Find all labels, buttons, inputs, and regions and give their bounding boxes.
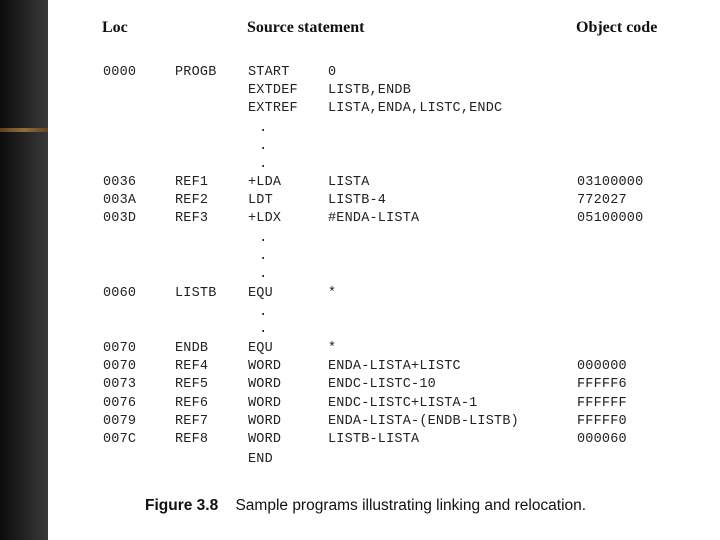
- opcode-cell: WORD: [248, 432, 282, 447]
- label-cell: REF4: [175, 359, 209, 374]
- operand-cell: 0: [328, 65, 337, 80]
- object-code-cell: 03100000: [577, 175, 644, 190]
- loc-cell: 003A: [103, 193, 137, 208]
- opcode-cell: WORD: [248, 414, 282, 429]
- label-cell: REF7: [175, 414, 209, 429]
- loc-cell: 007C: [103, 432, 137, 447]
- opcode-cell: +LDX: [248, 211, 282, 226]
- loc-cell: 0079: [103, 414, 137, 429]
- opcode-cell: LDT: [248, 193, 273, 208]
- label-cell: REF2: [175, 193, 209, 208]
- operand-cell: LISTB,ENDB: [328, 83, 412, 98]
- operand-cell: ENDC-LISTC+LISTA-1: [328, 396, 478, 411]
- operand-cell: LISTB-4: [328, 193, 387, 208]
- label-cell: REF1: [175, 175, 209, 190]
- label-cell: REF3: [175, 211, 209, 226]
- operand-cell: ENDA-LISTA-(ENDB-LISTB): [328, 414, 519, 429]
- label-cell: REF5: [175, 377, 209, 392]
- ellipsis-dot: .: [259, 304, 268, 320]
- operand-cell: ENDA-LISTA+LISTC: [328, 359, 461, 374]
- opcode-cell: EXTREF: [248, 101, 298, 116]
- header-object-code: Object code: [576, 19, 658, 36]
- opcode-cell: +LDA: [248, 175, 282, 190]
- opcode-cell: START: [248, 65, 290, 80]
- object-code-cell: FFFFF6: [577, 377, 627, 392]
- ellipsis-dot: .: [259, 321, 268, 337]
- object-code-cell: 05100000: [577, 211, 644, 226]
- loc-cell: 0076: [103, 396, 137, 411]
- object-code-cell: 772027: [577, 193, 627, 208]
- object-code-cell: 000060: [577, 432, 627, 447]
- label-cell: LISTB: [175, 286, 217, 301]
- ellipsis-dot: .: [259, 138, 268, 154]
- label-cell: REF6: [175, 396, 209, 411]
- loc-cell: 0060: [103, 286, 137, 301]
- label-cell: REF8: [175, 432, 209, 447]
- left-bar-accent-stripe: [0, 128, 48, 132]
- object-code-cell: FFFFF0: [577, 414, 627, 429]
- label-cell: PROGB: [175, 65, 217, 80]
- opcode-cell: END: [248, 452, 273, 467]
- operand-cell: #ENDA-LISTA: [328, 211, 420, 226]
- object-code-cell: FFFFFF: [577, 396, 627, 411]
- ellipsis-dot: .: [259, 120, 268, 136]
- ellipsis-dot: .: [259, 230, 268, 246]
- operand-cell: *: [328, 341, 337, 356]
- operand-cell: *: [328, 286, 337, 301]
- figure-caption: [145, 497, 586, 515]
- ellipsis-dot: .: [259, 156, 268, 172]
- ellipsis-dot: .: [259, 248, 268, 264]
- left-dark-bar: [0, 0, 48, 540]
- operand-cell: ENDC-LISTC-10: [328, 377, 436, 392]
- opcode-cell: EQU: [248, 341, 273, 356]
- ellipsis-dot: .: [259, 266, 268, 282]
- opcode-cell: EXTDEF: [248, 83, 298, 98]
- figure-number: Figure 3.8: [145, 497, 219, 514]
- loc-cell: 0036: [103, 175, 137, 190]
- opcode-cell: WORD: [248, 359, 282, 374]
- operand-cell: LISTA,ENDA,LISTC,ENDC: [328, 101, 503, 116]
- loc-cell: 0070: [103, 359, 137, 374]
- operand-cell: LISTA: [328, 175, 370, 190]
- label-cell: ENDB: [175, 341, 209, 356]
- loc-cell: 0073: [103, 377, 137, 392]
- opcode-cell: WORD: [248, 396, 282, 411]
- operand-cell: LISTB-LISTA: [328, 432, 420, 447]
- loc-cell: 0000: [103, 65, 137, 80]
- header-source-statement: Source statement: [247, 19, 365, 36]
- object-code-cell: 000000: [577, 359, 627, 374]
- header-loc: Loc: [102, 19, 128, 36]
- loc-cell: 003D: [103, 211, 137, 226]
- opcode-cell: EQU: [248, 286, 273, 301]
- loc-cell: 0070: [103, 341, 137, 356]
- figure-caption-text: Sample programs illustrating linking and relocation.: [235, 497, 587, 514]
- opcode-cell: WORD: [248, 377, 282, 392]
